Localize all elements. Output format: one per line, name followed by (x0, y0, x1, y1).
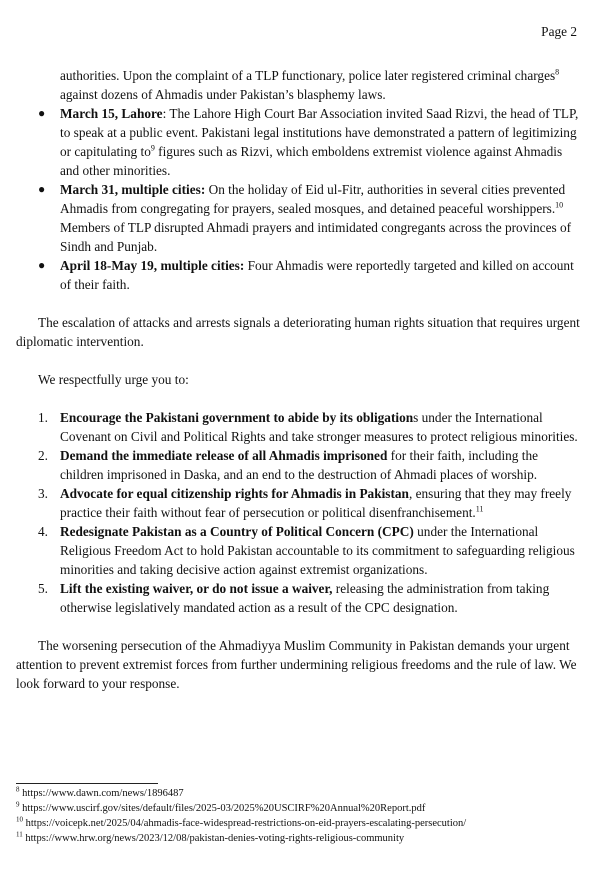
footnote-link[interactable]: https://voicepk.net/2025/04/ahmadis-face-widespread-restrictions-on-eid-prayers-escalating-persecution/ (23, 818, 467, 829)
continuation-text-a: authorities. Upon the complaint of a TLP functionary, police later registered criminal charges (60, 68, 556, 83)
recommendation-number: 4. (38, 524, 48, 539)
recommendation-number: 3. (38, 486, 48, 501)
event-title: March 31, multiple cities: (60, 182, 206, 197)
recommendation-text: , ensuring that they may freely practice their faith without fear of persecution or political disenfranchisement. (60, 486, 572, 520)
footnote-link[interactable]: https://www.hrw.org/news/2023/12/08/pakistan-denies-voting-rights-religious-community (22, 833, 405, 844)
escalation-paragraph: The escalation of attacks and arrests signals a deteriorating human rights situation that requires urgent diplomatic intervention. (16, 315, 580, 349)
footnotes (16, 783, 596, 846)
event-title: April 18-May 19, multiple cities: (60, 258, 245, 273)
recommendation-item (16, 446, 580, 484)
bullet-icon: ● (38, 182, 46, 196)
footnote-item (16, 831, 596, 846)
recommendation-list (16, 408, 580, 617)
recommendation-text: s under the International Covenant on Civil and Political Rights and take stronger measures to protect religious minorities. (60, 410, 578, 444)
recommendation-number: 1. (38, 410, 48, 425)
event-item (16, 180, 580, 256)
footnote-ref: 8 (555, 67, 560, 77)
footnote-ref: 10 (555, 200, 564, 210)
closing-paragraph: The worsening persecution of the Ahmadiyya Muslim Community in Pakistan demands your urgent attention to prevent extremist forces from further undermining religious freedoms and the rule of law. We look forward to your response. (16, 638, 577, 691)
footnote-mark: 10 (16, 815, 23, 824)
recommendation-item (16, 579, 580, 617)
footnote-ref: 9 (150, 143, 155, 153)
continuation-text-b: against dozens of Ahmadis under Pakistan’s blasphemy laws. (60, 87, 386, 102)
recommendation-number: 2. (38, 448, 48, 463)
footnote-mark: 9 (16, 800, 20, 809)
body-text (16, 66, 580, 693)
event-list (16, 104, 580, 294)
footnote-item (16, 786, 596, 801)
footnote-link[interactable]: https://www.dawn.com/news/1896487 (19, 788, 184, 799)
footnote-mark: 11 (16, 830, 23, 839)
event-text-a: Four Ahmadis were reportedly targeted and killed on account of their faith. (60, 258, 574, 292)
event-text-a: : The Lahore High Court Bar Association invited Saad Rizvi, the head of TLP, to speak at a public event. Pakistani legal institutions have demonstrated a pattern of legitimizing or capitulating to (60, 106, 579, 159)
recommendation-bold: Redesignate Pakistan as a Country of Political Concern (CPC) (60, 524, 414, 539)
continuation-paragraph (60, 66, 580, 104)
footnote-ref: 11 (475, 504, 484, 514)
recommendation-item (16, 484, 580, 522)
bullet-icon: ● (38, 106, 46, 120)
page-number: Page 2 (541, 24, 577, 39)
event-item (16, 104, 580, 180)
event-text-b: figures such as Rizvi, which emboldens extremist violence against Ahmadis and other minorities. (60, 144, 563, 178)
urge-intro: We respectfully urge you to: (38, 372, 189, 387)
recommendation-text: for their faith, including the children imprisoned in Daska, and an end to the destruction of Ahmadi places of worship. (60, 448, 539, 482)
event-title: March 15, Lahore (60, 106, 163, 121)
event-text-b: Members of TLP disrupted Ahmadi prayers and intimidated congregants across the provinces of Sindh and Punjab. (60, 220, 572, 254)
recommendation-text: releasing the administration from taking otherwise legislatively mandated action as a result of the CPC designation. (60, 581, 550, 615)
recommendation-bold: Encourage the Pakistani government to abide by its obligation (60, 410, 414, 425)
event-text-a: On the holiday of Eid ul-Fitr, authorities in several cities prevented Ahmadis from congregating for prayers, sealed mosques, and detained peaceful worshippers. (60, 182, 566, 216)
recommendation-bold: Demand the immediate release of all Ahmadis imprisoned (60, 448, 388, 463)
footnote-item (16, 816, 596, 831)
bullet-icon: ● (38, 258, 46, 272)
footnote-link[interactable]: https://www.uscirf.gov/sites/default/files/2025-03/2025%20USCIRF%20Annual%20Report.pdf (19, 803, 426, 814)
footnote-item (16, 801, 596, 816)
event-item (16, 256, 580, 294)
recommendation-number: 5. (38, 581, 48, 596)
recommendation-item (16, 408, 580, 446)
recommendation-bold: Advocate for equal citizenship rights for Ahmadis in Pakistan (60, 486, 409, 501)
footnote-mark: 8 (16, 785, 20, 794)
recommendation-bold: Lift the existing waiver, or do not issue a waiver, (60, 581, 333, 596)
recommendation-text: under the International Religious Freedom Act to hold Pakistan accountable to its commitment to safeguarding religious minorities and taking decisive action against extremist organizations. (60, 524, 575, 577)
footnote-divider (16, 783, 158, 784)
recommendation-item (16, 522, 580, 579)
